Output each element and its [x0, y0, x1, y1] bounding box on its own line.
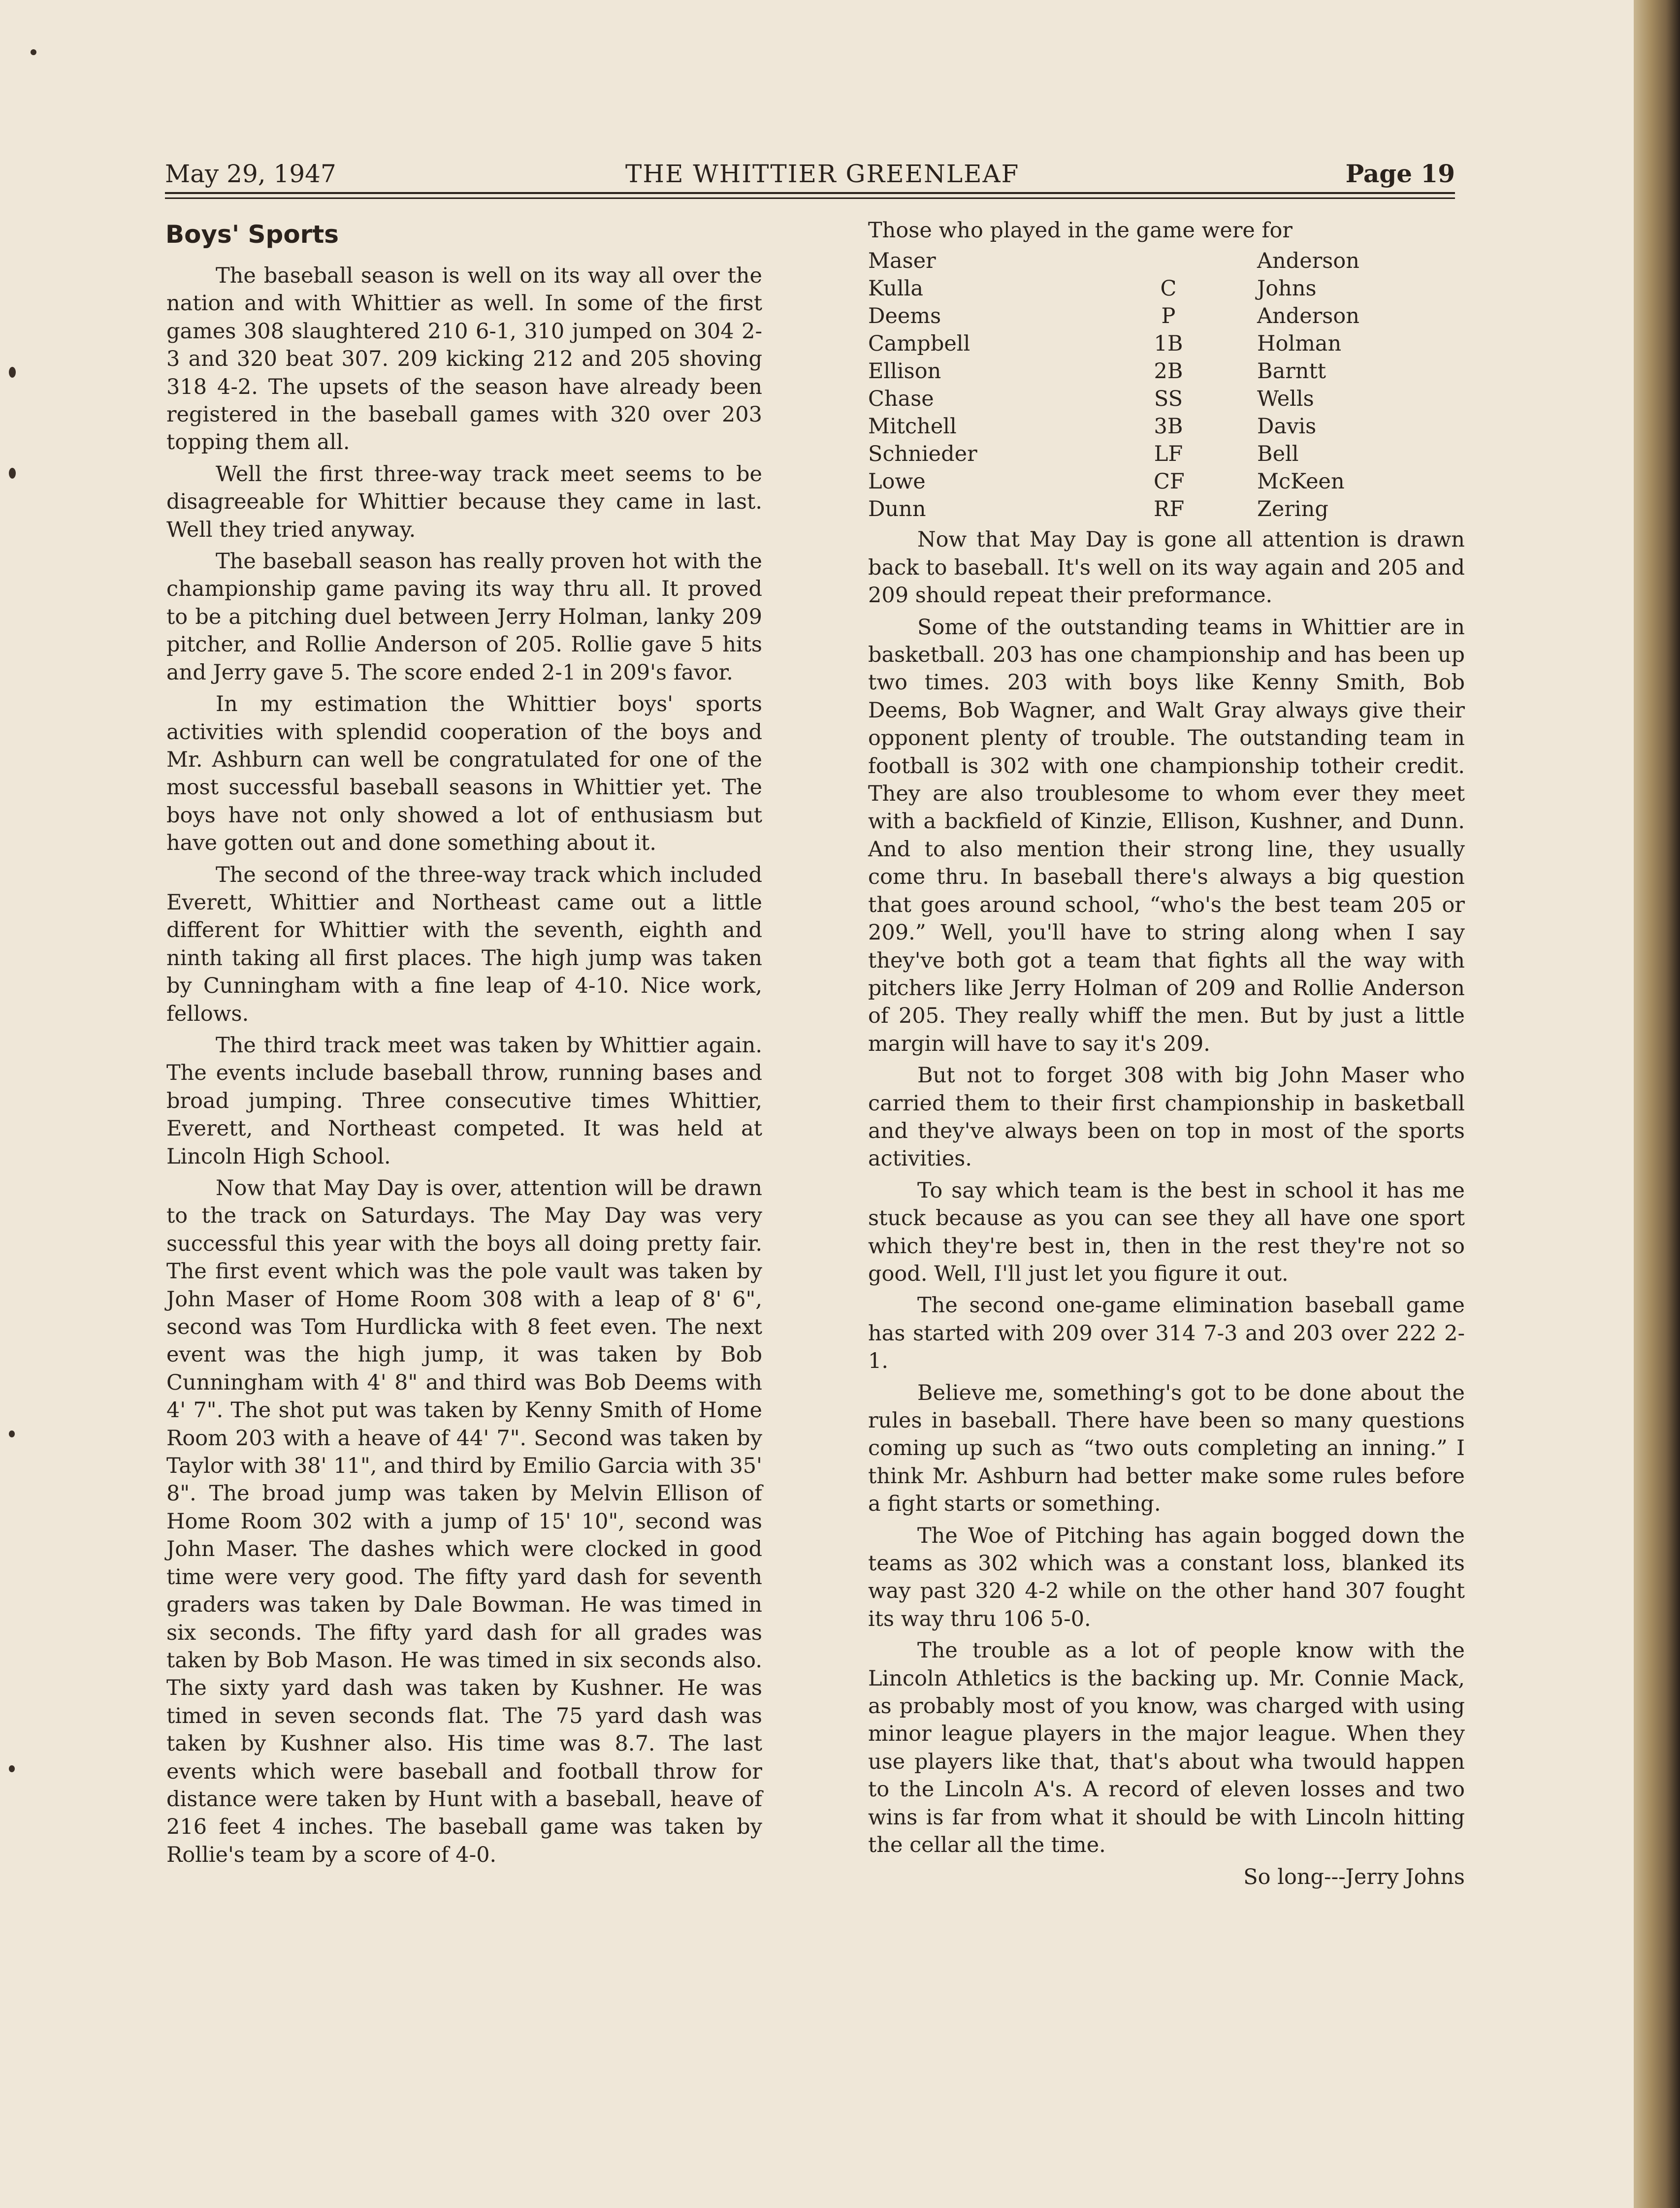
- paragraph: The trouble as a lot of people know with the Lincoln Athletics is the backing up. Mr. Connie Mack, as probably most of you know, was charged with using minor league players in the major league. When they use players like that, that's about wha twould happen to the Lincoln A's. A record of eleven losses and two wins is far from what it should be with Lincoln hitting the cellar all the time.: [868, 1638, 1465, 1858]
- paragraph: To say which team is the best in school it has me stuck because as you can see they all have one sport which they're best in, then in the rest they're not so good. Well, I'll just let you figure it out.: [868, 1178, 1465, 1286]
- player-right: Zering: [1257, 497, 1328, 522]
- binding-mark: [9, 468, 16, 479]
- page-number: Page 19: [1345, 159, 1455, 188]
- paragraph: The second one-game elimination baseball game has started with 209 over 314 7-3 and 203 over 222 2-1.: [868, 1293, 1465, 1374]
- lineup-row: [868, 302, 1465, 330]
- player-right: Holman: [1257, 331, 1342, 357]
- page-edge: [1634, 0, 1680, 2208]
- player-right: Anderson: [1257, 249, 1359, 274]
- lineup-row: [868, 385, 1465, 413]
- paragraph: The second of the three-way track which included Everett, Whittier and Northeast came out a little different for Whittier with the seventh, eighth and ninth taking all first places. The high jump was taken by Cunningham with a fine leap of 4-10. Nice work, fellows.: [166, 862, 762, 1026]
- paragraph: But not to forget 308 with big John Maser who carried them to their first championship in basketball and they've always been on top in most of the sports activities.: [868, 1063, 1465, 1171]
- player-left: Mitchell: [868, 414, 957, 439]
- player-left: Campbell: [868, 331, 970, 357]
- paragraph: Now that May Day is gone all attention is drawn back to baseball. It's well on its way again and 205 and 209 should repeat their preformance.: [868, 527, 1465, 608]
- player-left: Lowe: [868, 469, 926, 494]
- binding-mark: [9, 1765, 15, 1772]
- position: 3B: [1154, 414, 1183, 439]
- position: RF: [1154, 497, 1185, 522]
- position: LF: [1154, 442, 1183, 467]
- player-right: Johns: [1257, 276, 1317, 301]
- newspaper-title: THE WHITTIER GREENLEAF: [625, 160, 1020, 188]
- player-right: Barntt: [1257, 359, 1326, 384]
- right-column: [868, 217, 1465, 1891]
- lineup-row: [868, 247, 1465, 275]
- paragraph: Now that May Day is over, attention will be drawn to the track on Saturdays. The May Day was very successful this year with the boys all doing pretty fair. The first event which was the pole vault was taken by John Maser of Home Room 308 with a leap of 8' 6", second was Tom Hurdlicka with 8 feet even. The next event was the high jump, it was taken by Bob Cunningham with 4' 8" and third was Bob Deems with 4' 7". The shot put was taken by Kenny Smith of Home Room 203 with a heave of 44' 7". Second was taken by Taylor with 38' 11", and third by Emilio Garcia with 35' 8". The broad jump was taken by Melvin Ellison of Home Room 302 with a jump of 15' 10", second was John Maser. The dashes which were clocked in good time were very good. The fifty yard dash for seventh graders was taken by Dale Bowman. He was timed in six seconds. The fifty yard dash for all grades was taken by Bob Mason. He was timed in six seconds also. The sixty yard dash was taken by Kushner. He was timed in seven seconds flat. The 75 yard dash was taken by Kushner also. His time was 8.7. The last events which were baseball and football throw for distance were taken by Hunt with a baseball, heave of 216 feet 4 inches. The baseball game was taken by Rollie's team by a score of 4-0.: [166, 1176, 762, 1867]
- lineup-table: [868, 247, 1465, 523]
- position: P: [1161, 304, 1176, 329]
- article-heading: Boys' Sports: [165, 220, 339, 249]
- lineup-row: [868, 275, 1465, 302]
- position: 1B: [1154, 331, 1183, 357]
- player-left: Kulla: [868, 276, 924, 301]
- paragraph: The Woe of Pitching has again bogged down the teams as 302 which was a constant loss, blanked its way past 320 4-2 while on the other hand 307 fought its way thru 106 5-0.: [868, 1523, 1465, 1631]
- lineup-row: [868, 413, 1465, 440]
- player-right: Bell: [1257, 442, 1299, 467]
- paragraph: In my estimation the Whittier boys' sports activities with splendid cooperation of the boys and Mr. Ashburn can well be congratulated for one of the most successful baseball seasons in Whittier yet. The boys have not only showed a lot of enthusiasm but have gotten out and done something about it.: [166, 692, 762, 856]
- player-left: Deems: [868, 304, 941, 329]
- binding-mark: [31, 49, 36, 55]
- paragraph: Believe me, something's got to be done about the rules in baseball. There have been so many questions coming up such as “two outs completing an inning.” I think Mr. Ashburn had better make some rules before a fight starts or something.: [868, 1380, 1465, 1517]
- page-header: [165, 157, 1455, 191]
- position: C: [1160, 276, 1177, 301]
- player-right: Anderson: [1257, 304, 1359, 329]
- author-signoff: So long---Jerry Johns: [1243, 1864, 1465, 1889]
- lineup-row: [868, 440, 1465, 468]
- left-column: [166, 217, 762, 1873]
- player-left: Maser: [868, 249, 936, 274]
- paragraph: The baseball season is well on its way all over the nation and with Whittier as well. In some of the first games 308 slaughtered 210 6-1, 310 jumped on 304 2-3 and 320 beat 307. 209 kicking 212 and 205 shoving 318 4-2. The upsets of the season have already been registered in the baseball games with 320 over 203 topping them all.: [166, 263, 762, 455]
- position: CF: [1154, 469, 1185, 494]
- lineup-row: [868, 357, 1465, 385]
- paragraph: The baseball season has really proven hot with the championship game paving its way thru all. It proved to be a pitching duel between Jerry Holman, lanky 209 pitcher, and Rollie Anderson of 205. Rollie gave 5 hits and Jerry gave 5. The score ended 2-1 in 209's favor.: [166, 549, 762, 685]
- header-rule: [165, 192, 1455, 199]
- binding-mark: [9, 1430, 15, 1437]
- player-left: Schnieder: [868, 442, 977, 467]
- paragraph: The third track meet was taken by Whittier again. The events include baseball throw, running bases and broad jumping. Three consecutive times Whittier, Everett, and Northeast competed. It was held at Lincoln High School.: [166, 1033, 762, 1169]
- player-left: Chase: [868, 387, 934, 412]
- lineup-intro: Those who played in the game were for: [868, 218, 1292, 243]
- paragraph: Well the first three-way track meet seems to be disagreeable for Whittier because they came in last. Well they tried anyway.: [166, 461, 762, 542]
- lineup-row: [868, 468, 1465, 495]
- lineup-row: [868, 495, 1465, 523]
- player-right: McKeen: [1257, 469, 1345, 494]
- paragraph: Some of the outstanding teams in Whittier are in basketball. 203 has one championship and has been up two times. 203 with boys like Kenny Smith, Bob Deems, Bob Wagner, and Walt Gray always give their opponent plenty of trouble. The outstanding team in football is 302 with one championship totheir credit. They are also troublesome to whom ever they meet with a backfield of Kinzie, Ellison, Kushner, and Dunn. And to also mention their strong line, they usually come thru. In baseball there's always a big question that goes around school, “who's the best team 205 or 209.” Well, you'll have to string along when I say they've both got a team that fights all the way with pitchers like Jerry Holman of 209 and Rollie Anderson of 205. They really whiff the men. But by just a little margin will have to say it's 209.: [868, 615, 1465, 1056]
- player-right: Davis: [1257, 414, 1317, 439]
- position: SS: [1154, 387, 1183, 412]
- binding-mark: [9, 367, 16, 378]
- issue-date: May 29, 1947: [165, 160, 336, 188]
- player-left: Ellison: [868, 359, 941, 384]
- lineup-row: [868, 330, 1465, 357]
- player-left: Dunn: [868, 497, 926, 522]
- player-right: Wells: [1257, 387, 1314, 412]
- position: 2B: [1154, 359, 1183, 384]
